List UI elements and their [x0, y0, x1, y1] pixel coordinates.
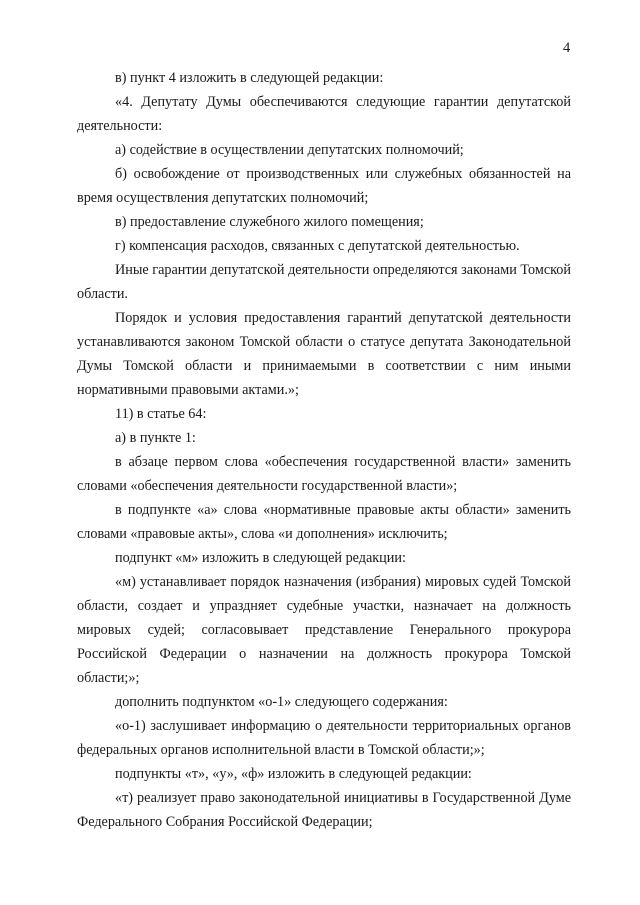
page-number: 4	[563, 40, 571, 56]
paragraph-point4-intro: «4. Депутату Думы обеспечиваются следующие гарантии депутатской деятельности:	[77, 94, 571, 134]
paragraph-subpoints-tuf: подпункты «т», «у», «ф» изложить в следующей редакции:	[115, 766, 472, 782]
paragraph-o1-text: «о-1) заслушивает информацию о деятельности территориальных органов федеральных органов исполнительной власти в Томской области;»;	[77, 718, 571, 758]
paragraph-v-point4: в) пункт 4 изложить в следующей редакции:	[115, 70, 384, 86]
paragraph-guarantee-v: в) предоставление служебного жилого помещения;	[115, 214, 424, 230]
paragraph-subpoint-a: в подпункте «а» слова «нормативные правовые акты области» заменить словами «правовые акты», слова «и дополнения» исключить;	[77, 502, 571, 542]
paragraph-subpoint-m-text: «м) устанавливает порядок назначения (избрания) мировых судей Томской области, создает и упраздняет судебные участки, назначает на должность мировых судей; согласовывает представление Генерального прокурора Российской Федерации о назначении на должность прокурора Томской области;»;	[77, 574, 571, 686]
paragraph-guarantee-a: а) содействие в осуществлении депутатских полномочий;	[115, 142, 464, 158]
paragraph-guarantee-g: г) компенсация расходов, связанных с депутатской деятельностью.	[115, 238, 520, 254]
paragraph-article-64: 11) в статье 64:	[115, 406, 207, 422]
paragraph-first-abzac: в абзаце первом слова «обеспечения государственной власти» заменить словами «обеспечения деятельности государственной власти»;	[77, 454, 571, 494]
paragraph-procedure: Порядок и условия предоставления гарантий депутатской деятельности устанавливаются законом Томской области о статусе депутата Законодательной Думы Томской области и принимаемыми в соответствии с ним иными нормативными правовыми актами.»;	[77, 310, 571, 398]
paragraph-add-o1: дополнить подпунктом «о-1» следующего содержания:	[115, 694, 448, 710]
paragraph-guarantee-b: б) освобождение от производственных или служебных обязанностей на время осуществления депутатских полномочий;	[77, 166, 571, 206]
document-body	[77, 66, 571, 834]
paragraph-other-guarantees: Иные гарантии депутатской деятельности определяются законами Томской области.	[77, 262, 571, 302]
paragraph-subpoint-m-heading: подпункт «м» изложить в следующей редакции:	[115, 550, 406, 566]
paragraph-a-point1: а) в пункте 1:	[115, 430, 196, 446]
paragraph-subpoint-t-text: «т) реализует право законодательной инициативы в Государственной Думе Федерального Собрания Российской Федерации;	[77, 790, 571, 830]
